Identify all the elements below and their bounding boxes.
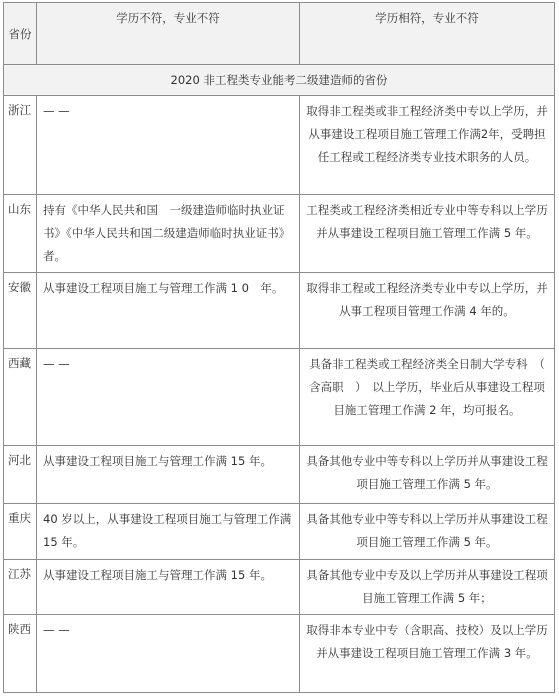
mismatch-both-cell: — — [37,615,300,693]
mismatch-both-cell: 持有《中华人民共和国 一级建造师临时执业证书》《中华人民共和国二级建造师临时执业证书》者。 [37,195,300,273]
section-title: 2020 非工程类专业能考二级建造师的省份 [4,65,555,96]
mismatch-both-cell: — — [37,349,300,446]
degree-match-cell: 工程类或工程经济类相近专业中等专科以上学历并从事建设工程项目施工管理工作满 5 年。 [300,195,555,273]
degree-match-cell: 具备非工程类或工程经济类全日制大学专科 （ 含高职 ） 以上学历，毕业后从事建设工程项目施工管理工作满 2 年，均可报名。 [300,349,555,446]
province-cell: 浙江 [4,96,37,195]
header-degree-match: 学历相符，专业不符 [300,3,555,65]
degree-match-cell: 取得非工程或工程经济类专业中专以上学历，并从事工程项目管理工作满 4 年的。 [300,273,555,349]
header-province: 省份 [4,3,37,65]
degree-match-cell: 具备其他专业中等专科以上学历并从事建设工程项目施工管理工作满 5 年。 [300,446,555,504]
degree-match-cell: 取得非本专业中专（含职高、技校）及以上学历并从事建设工程项目施工管理工作满 3 年。 [300,615,555,693]
table-row [4,615,555,693]
table-row [4,560,555,615]
table-row [4,273,555,349]
table-row [4,195,555,273]
table-row [4,349,555,446]
mismatch-both-cell: 从事建设工程项目施工与管理工作满 1 0 年。 [37,273,300,349]
mismatch-both-cell: — — [37,96,300,195]
section-row [4,65,555,96]
table-row [4,446,555,504]
requirements-table [3,2,555,693]
province-cell: 河北 [4,446,37,504]
degree-match-cell: 取得非工程类或非工程经济类中专以上学历，并从事建设工程项目施工管理工作满2年，受聘担任工程或工程经济类专业技术职务的人员。 [300,96,555,195]
province-cell: 山东 [4,195,37,273]
mismatch-both-cell: 从事建设工程项目施工与管理工作满 15 年。 [37,560,300,615]
mismatch-both-cell: 从事建设工程项目施工与管理工作满 15 年。 [37,446,300,504]
header-mismatch-both: 学历不符，专业不符 [37,3,300,65]
province-cell: 江苏 [4,560,37,615]
province-cell: 安徽 [4,273,37,349]
header-row [4,3,555,65]
degree-match-cell: 具备其他专业中专及以上学历并从事建设工程项目施工管理工作满 5 年； [300,560,555,615]
mismatch-both-cell: 40 岁以上，从事建设工程项目施工与管理工作满 15 年。 [37,504,300,560]
table-row [4,504,555,560]
table-row [4,96,555,195]
province-cell: 重庆 [4,504,37,560]
province-cell: 西藏 [4,349,37,446]
province-cell: 陕西 [4,615,37,693]
degree-match-cell: 具备其他专业中等专科以上学历并从事建设工程项目施工管理工作满 5 年。 [300,504,555,560]
